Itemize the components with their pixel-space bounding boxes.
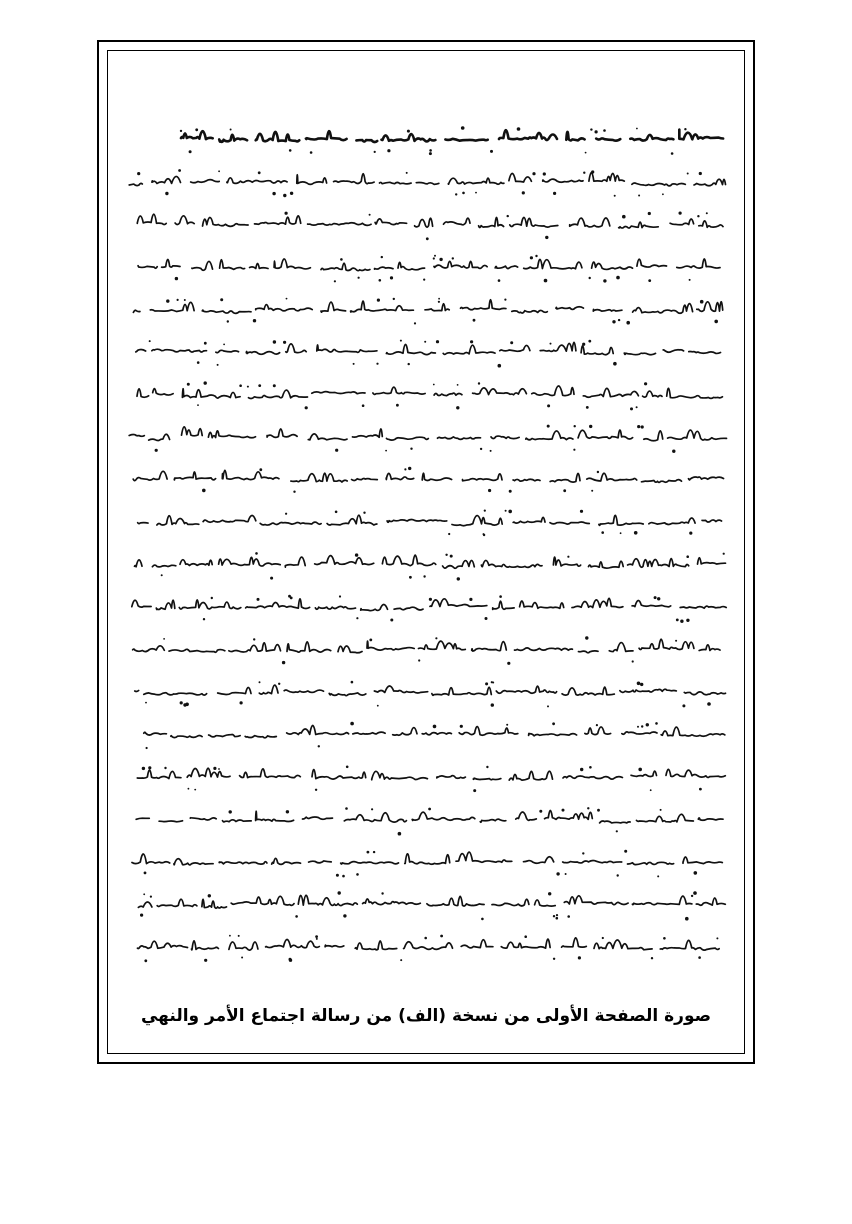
manuscript-line [133,467,723,493]
manuscript-line [133,636,720,665]
page-caption: صورة الصفحة الأولى من نسخة (الف) من رسالة اجتماع الأمر والنهي [140,1006,712,1026]
manuscript-line [144,722,725,749]
manuscript-line [138,255,720,283]
manuscript-line [135,681,726,708]
manuscript-line [129,425,726,453]
manuscript-line [137,381,722,410]
manuscript-line [135,552,726,581]
manuscript-line [133,298,722,325]
manuscript-image [121,118,733,986]
manuscript-line [180,126,723,155]
manuscript-line [136,807,723,835]
manuscript-line [138,510,722,537]
page-frame [97,40,755,1064]
manuscript-line [132,595,726,623]
manuscript-line [132,850,722,878]
manuscript-line [137,212,723,241]
manuscript-line [129,169,725,197]
manuscript-line [138,935,720,963]
manuscript-line [136,340,721,368]
manuscript-line [138,891,725,920]
manuscript-line [137,766,725,793]
